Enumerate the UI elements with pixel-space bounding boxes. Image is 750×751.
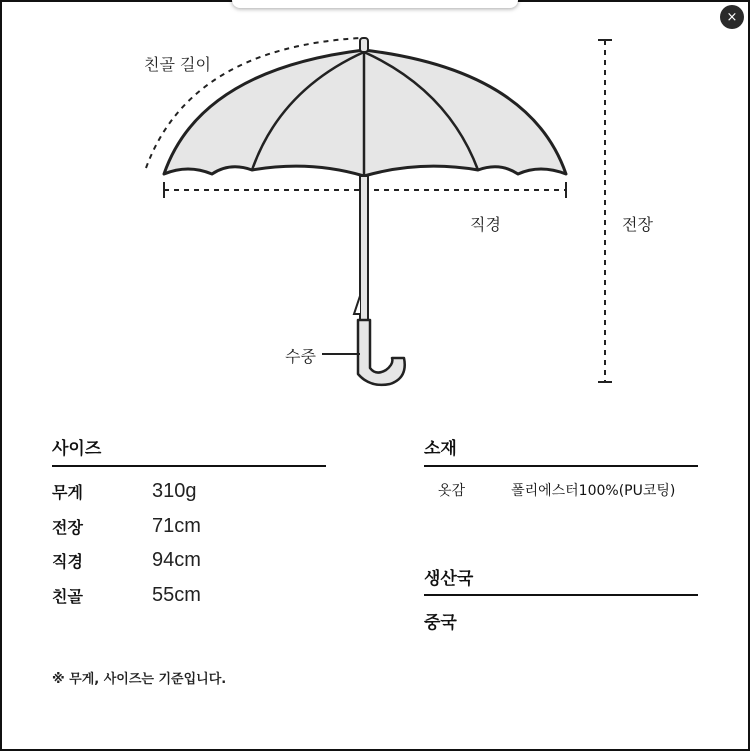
close-icon: ×: [726, 9, 738, 25]
spec-value: 94cm: [152, 548, 201, 571]
total-length-label: 전장: [622, 215, 653, 234]
spec-row-weight: [52, 478, 197, 504]
diameter-label: 직경: [470, 215, 501, 234]
size-section-title: 사이즈: [52, 439, 102, 459]
spec-value: 55cm: [152, 583, 201, 606]
origin-divider: [424, 594, 698, 596]
spec-value: 310g: [152, 479, 197, 502]
rib-length-label: 친골 길이: [144, 55, 211, 74]
handle-label: 수중: [285, 347, 316, 366]
spec-label: 직경: [52, 551, 83, 571]
umbrella-shaft: [360, 176, 368, 322]
material-divider: [424, 465, 698, 467]
spec-label: 무게: [52, 482, 83, 502]
spec-label: 전장: [52, 517, 83, 537]
footnote: ※ 무게, 사이즈는 기준입니다.: [52, 672, 227, 687]
umbrella-catch: [354, 296, 360, 314]
umbrella-tip: [360, 38, 368, 52]
umbrella-handle: [358, 320, 405, 385]
material-section-title: 소재: [424, 439, 457, 459]
material-row: [438, 480, 675, 500]
spec-label: 친골: [52, 586, 83, 606]
origin-country: 중국: [424, 613, 457, 633]
size-divider: [52, 465, 326, 467]
spec-row-rib: [52, 582, 201, 608]
origin-section-title: 생산국: [424, 569, 474, 589]
spec-row-diameter: [52, 547, 201, 573]
spec-row-total-length: [52, 513, 201, 539]
spec-value: 71cm: [152, 514, 201, 537]
material-value: 폴리에스터100%(PU코팅): [511, 483, 676, 499]
material-part: 옷감: [438, 483, 466, 499]
